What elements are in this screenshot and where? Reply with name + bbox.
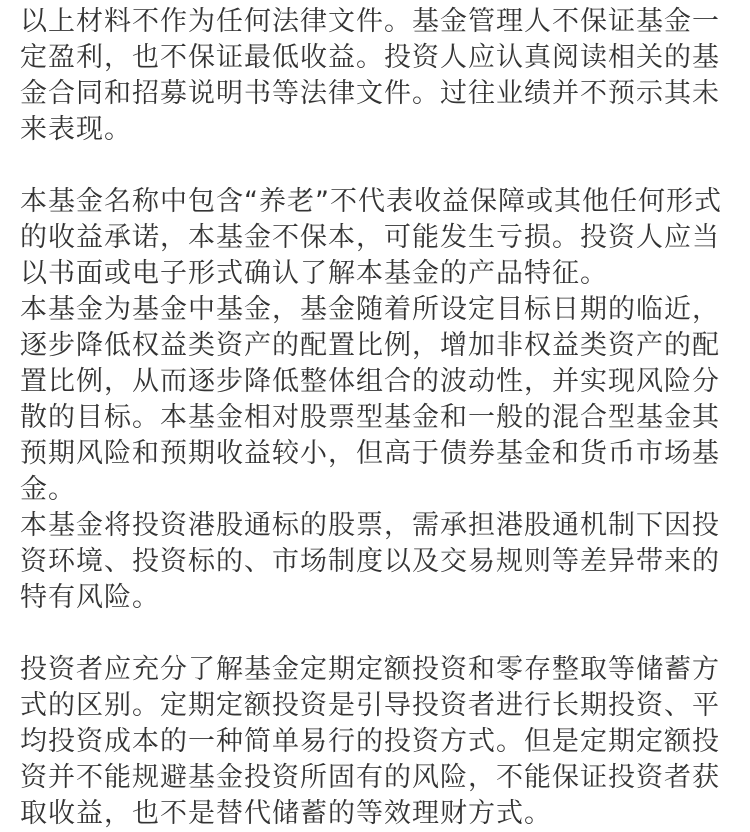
disclaimer-paragraph-3: 本基金为基金中基金，基金随着所设定目标日期的临近，逐步降低权益类资产的配置比例，增加非权益类资产的配置比例，从而逐步降低整体组合的波动性，并实现风险分散的目标。本基金相对股票型基金和一般的混合型基金其预期风险和预期收益较小，但高于债券基金和货币市场基金。: [20, 294, 720, 505]
paragraph-spacer: [20, 616, 740, 652]
disclaimer-paragraph-4: 本基金将投资港股通标的股票，需承担港股通机制下因投资环境、投资标的、市场制度以及交易规则等差异带来的特有风险。: [20, 510, 720, 613]
disclaimer-paragraph-1: 以上材料不作为任何法律文件。基金管理人不保证基金一定盈利，也不保证最低收益。投资人应认真阅读相关的基金合同和招募说明书等法律文件。过往业绩并不预示其未来表现。: [20, 6, 720, 145]
disclaimer-paragraph-2: 本基金名称中包含“养老”不代表收益保障或其他任何形式的收益承诺，本基金不保本，可能发生亏损。投资人应当以书面或电子形式确认了解本基金的产品特征。: [20, 186, 722, 289]
disclaimer-paragraph-5: 投资者应充分了解基金定期定额投资和零存整取等储蓄方式的区别。定期定额投资是引导投资者进行长期投资、平均投资成本的一种简单易行的投资方式。但是定期定额投资并不能规避基金投资所固有的风险，不能保证投资者获取收益，也不是替代储蓄的等效理财方式。: [20, 654, 720, 829]
disclaimer-document: [20, 4, 740, 832]
paragraph-spacer: [20, 148, 740, 184]
